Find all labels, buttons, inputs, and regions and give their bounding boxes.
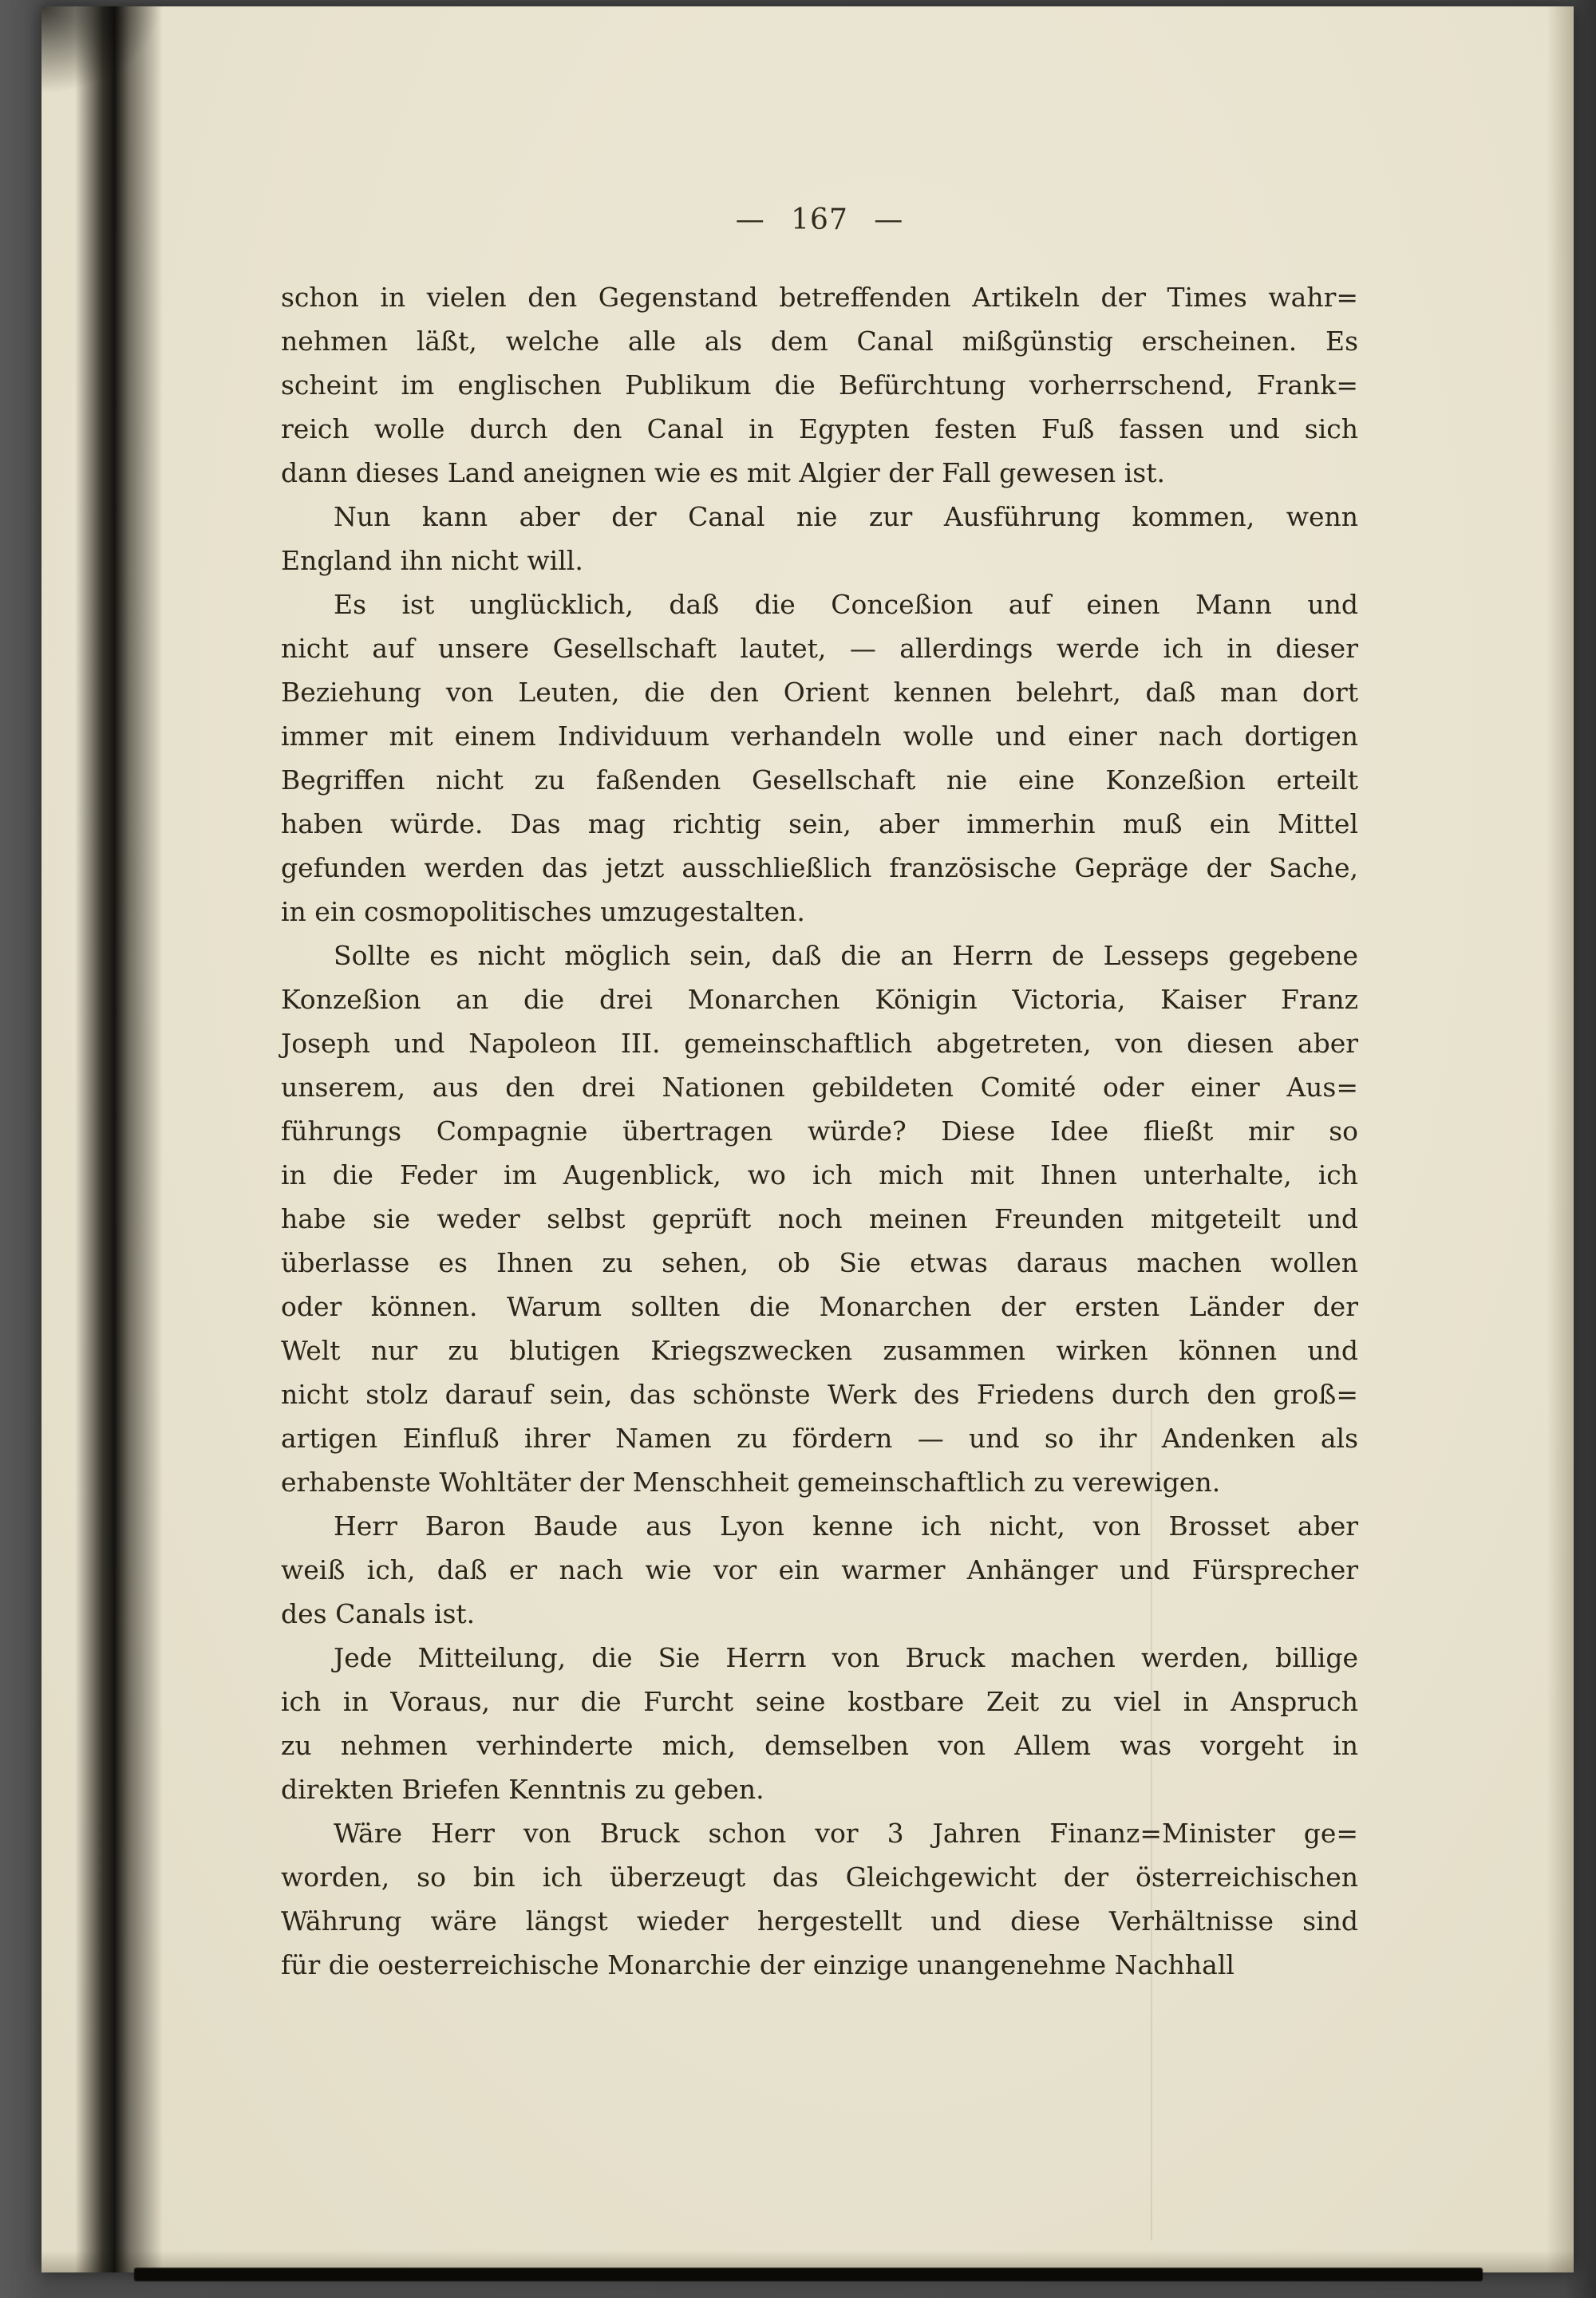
text-line: Begriffen nicht zu faßenden Gesellschaft nie eine Konzeßion erteilt	[281, 764, 1358, 796]
text-line: habe sie weder selbst geprüft noch meinen Freunden mitgeteilt und	[281, 1203, 1358, 1234]
text-line: in die Feder im Augenblick, wo ich mich mit Ihnen unterhalte, ich	[281, 1159, 1358, 1190]
text-line: dann dieses Land aneignen wie es mit Algier der Fall gewesen ist.	[281, 457, 1165, 488]
page-number: — 167 —	[735, 203, 904, 236]
text-line: direkten Briefen Kenntnis zu geben.	[281, 1774, 764, 1805]
text-line: Beziehung von Leuten, die den Orient kennen belehrt, daß man dort	[281, 677, 1358, 708]
text-line: Sollte es nicht möglich sein, daß die an Herrn de Lesseps gegebene	[334, 940, 1358, 971]
paragraph	[281, 275, 1358, 495]
text-line: ich in Voraus, nur die Furcht seine kostbare Zeit zu viel in Anspruch	[281, 1686, 1358, 1717]
text-line: Welt nur zu blutigen Kriegszwecken zusammen wirken können und	[281, 1335, 1358, 1366]
text-line: führungs Compagnie übertragen würde? Diese Idee fließt mir so	[281, 1115, 1358, 1147]
paragraph	[281, 582, 1358, 934]
text-block	[281, 198, 1358, 1987]
page-corner-shadow	[41, 6, 161, 94]
page-bottom-edge	[134, 2268, 1483, 2281]
paragraph	[281, 1636, 1358, 1811]
text-line: nicht auf unsere Gesellschaft lautet, — allerdings werde ich in dieser	[281, 633, 1358, 664]
text-line: immer mit einem Individuum verhandeln wolle und einer nach dortigen	[281, 721, 1358, 752]
text-line: gefunden werden das jetzt ausschließlich französische Gepräge der Sache,	[281, 852, 1358, 883]
text-line: Joseph und Napoleon III. gemeinschaftlich abgetreten, von diesen aber	[281, 1028, 1358, 1059]
text-line: nicht stolz darauf sein, das schönste Werk des Friedens durch den groß=	[281, 1379, 1358, 1410]
text-line: unserem, aus den drei Nationen gebildeten Comité oder einer Aus=	[281, 1072, 1358, 1103]
text-line: überlasse es Ihnen zu sehen, ob Sie etwas daraus machen wollen	[281, 1247, 1358, 1278]
text-line: schon in vielen den Gegenstand betreffenden Artikeln der Times wahr=	[281, 282, 1358, 313]
text-line: Jede Mitteilung, die Sie Herrn von Bruck machen werden, billige	[334, 1642, 1358, 1673]
paragraph	[281, 1504, 1358, 1636]
text-line: Es ist unglücklich, daß die Conceßion auf einen Mann und	[334, 589, 1358, 620]
text-line: für die oesterreichische Monarchie der einzige unangenehme Nachhall	[281, 1949, 1235, 1980]
text-line: erhabenste Wohltäter der Menschheit gemeinschaftlich zu verewigen.	[281, 1467, 1221, 1498]
text-line: scheint im englischen Publikum die Befürchtung vorherrschend, Frank=	[281, 369, 1358, 401]
paragraphs	[281, 275, 1358, 1987]
text-line: worden, so bin ich überzeugt das Gleichgewicht der österreichischen	[281, 1862, 1358, 1893]
text-line: Konzeßion an die drei Monarchen Königin Victoria, Kaiser Franz	[281, 984, 1358, 1015]
text-line: haben würde. Das mag richtig sein, aber immerhin muß ein Mittel	[281, 808, 1358, 839]
text-line: Herr Baron Baude aus Lyon kenne ich nicht, von Brosset aber	[334, 1510, 1358, 1542]
text-line: Nun kann aber der Canal nie zur Ausführung kommen, wenn	[334, 501, 1358, 532]
text-line: des Canals ist.	[281, 1598, 476, 1629]
text-line: England ihn nicht will.	[281, 545, 583, 576]
text-line: in ein cosmopolitisches umzugestalten.	[281, 896, 805, 927]
paragraph	[281, 1811, 1358, 1987]
book-page	[41, 6, 1574, 2272]
text-line: weiß ich, daß er nach wie vor ein warmer Anhänger und Fürsprecher	[281, 1554, 1358, 1585]
paragraph	[281, 934, 1358, 1504]
text-line: Währung wäre längst wieder hergestellt und diese Verhältnisse sind	[281, 1905, 1358, 1937]
text-line: Wäre Herr von Bruck schon vor 3 Jahren Finanz=Minister ge=	[334, 1818, 1358, 1849]
text-line: zu nehmen verhinderte mich, demselben von Allem was vorgeht in	[281, 1730, 1358, 1761]
text-line: nehmen läßt, welche alle als dem Canal mißgünstig erscheinen. Es	[281, 326, 1358, 357]
paragraph	[281, 495, 1358, 582]
binding-gutter-shadow	[75, 6, 163, 2272]
text-line: reich wolle durch den Canal in Egypten festen Fuß fassen und sich	[281, 413, 1358, 444]
text-line: oder können. Warum sollten die Monarchen der ersten Länder der	[281, 1291, 1358, 1322]
text-line: artigen Einfluß ihrer Namen zu fördern — und so ihr Andenken als	[281, 1423, 1358, 1454]
